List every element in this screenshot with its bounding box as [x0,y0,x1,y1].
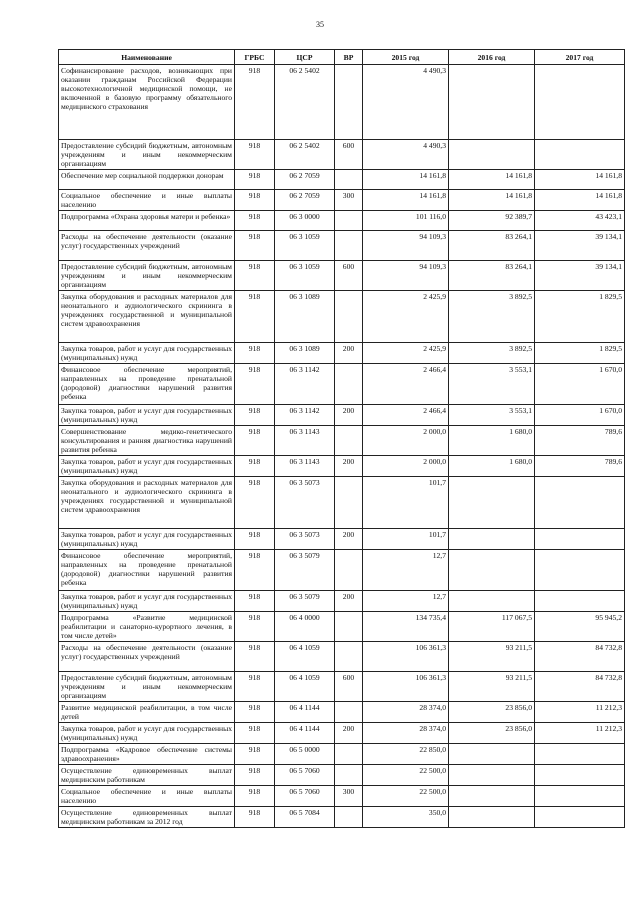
row-vr [335,231,363,261]
row-value-2016: 3 553,1 [449,405,535,426]
table-row [59,140,625,170]
row-csr: 06 5 7060 [275,765,335,786]
row-value-2017 [535,786,625,807]
row-name: Закупка товаров, работ и услуг для государственных (муниципальных) нужд [59,723,235,744]
row-vr: 300 [335,786,363,807]
row-vr: 200 [335,723,363,744]
table-row [59,807,625,828]
col-header-name: Наименование [59,50,235,65]
row-grbs: 918 [235,786,275,807]
row-grbs: 918 [235,456,275,477]
row-vr [335,211,363,231]
table-row [59,364,625,405]
row-vr: 600 [335,261,363,291]
table-row [59,591,625,612]
row-vr: 200 [335,343,363,364]
row-csr: 06 3 1059 [275,231,335,261]
row-value-2016: 14 161,8 [449,190,535,211]
table-row [59,744,625,765]
row-value-2015: 14 161,8 [363,170,449,190]
row-grbs: 918 [235,702,275,723]
row-grbs: 918 [235,672,275,702]
row-value-2015: 22 500,0 [363,765,449,786]
table-row [59,612,625,642]
row-vr [335,744,363,765]
row-name: Предоставление субсидий бюджетным, автономным учреждениям и иным некоммерческим организациям [59,261,235,291]
row-value-2015: 22 850,0 [363,744,449,765]
row-name: Закупка оборудования и расходных материалов для неонатального и аудиологического скрининга в учреждениях государственной и муниципальной систем здравоохранения [59,477,235,529]
row-vr: 200 [335,591,363,612]
header-row [59,50,625,65]
row-csr: 06 3 1142 [275,364,335,405]
row-value-2017: 14 161,8 [535,190,625,211]
row-csr: 06 2 5402 [275,65,335,140]
row-grbs: 918 [235,364,275,405]
row-vr [335,642,363,672]
col-header-csr: ЦСР [275,50,335,65]
row-grbs: 918 [235,612,275,642]
row-csr: 06 4 0000 [275,612,335,642]
row-name: Закупка товаров, работ и услуг для государственных (муниципальных) нужд [59,456,235,477]
row-name: Финансовое обеспечение мероприятий, направленных на проведение пренатальной (дородовой) диагностики нарушений развития ребенка [59,364,235,405]
row-grbs: 918 [235,807,275,828]
row-value-2016: 1 680,0 [449,426,535,456]
row-value-2017: 1 670,0 [535,405,625,426]
row-csr: 06 3 1089 [275,343,335,364]
row-vr [335,170,363,190]
row-csr: 06 3 5073 [275,529,335,550]
row-name: Софинансирование расходов, возникающих при оказании гражданам Российской Федерации высокотехнологичной медицинской помощи, не включенной в базовую программу обязательного медицинского страхования [59,65,235,140]
row-value-2017 [535,807,625,828]
row-vr [335,765,363,786]
row-vr [335,807,363,828]
row-grbs: 918 [235,550,275,591]
table-row [59,405,625,426]
row-value-2017 [535,744,625,765]
col-header-grbs: ГРБС [235,50,275,65]
row-name: Закупка товаров, работ и услуг для государственных (муниципальных) нужд [59,405,235,426]
row-grbs: 918 [235,744,275,765]
row-name: Закупка товаров, работ и услуг для государственных (муниципальных) нужд [59,591,235,612]
row-name: Подпрограмма «Охрана здоровья матери и ребенка» [59,211,235,231]
row-csr: 06 2 7059 [275,170,335,190]
row-value-2016: 117 067,5 [449,612,535,642]
row-value-2016: 23 856,0 [449,702,535,723]
table-row [59,190,625,211]
row-name: Подпрограмма «Развитие медицинской реабилитации и санаторно-курортного лечения, в том числе детей» [59,612,235,642]
row-value-2016 [449,477,535,529]
row-value-2017 [535,550,625,591]
row-value-2015: 101 116,0 [363,211,449,231]
row-vr [335,65,363,140]
row-value-2017: 84 732,8 [535,672,625,702]
row-grbs: 918 [235,65,275,140]
row-vr [335,702,363,723]
row-csr: 06 3 5073 [275,477,335,529]
row-value-2015: 101,7 [363,529,449,550]
row-value-2015: 4 490,3 [363,65,449,140]
row-csr: 06 3 5079 [275,591,335,612]
row-vr: 600 [335,672,363,702]
row-name: Подпрограмма «Кадровое обеспечение системы здравоохранения» [59,744,235,765]
row-grbs: 918 [235,291,275,343]
row-value-2015: 134 735,4 [363,612,449,642]
row-name: Социальное обеспечение и иные выплаты населению [59,190,235,211]
table-body [59,65,625,828]
row-value-2016 [449,529,535,550]
row-vr [335,477,363,529]
row-csr: 06 3 5079 [275,550,335,591]
table-row [59,642,625,672]
table-row [59,426,625,456]
row-csr: 06 5 0000 [275,744,335,765]
row-grbs: 918 [235,591,275,612]
row-value-2015: 28 374,0 [363,723,449,744]
row-grbs: 918 [235,343,275,364]
row-value-2017: 84 732,8 [535,642,625,672]
row-value-2016: 3 892,5 [449,291,535,343]
table-row [59,672,625,702]
row-vr: 600 [335,140,363,170]
row-vr [335,612,363,642]
row-value-2017: 1 829,5 [535,343,625,364]
row-value-2016 [449,550,535,591]
row-grbs: 918 [235,190,275,211]
row-grbs: 918 [235,211,275,231]
row-value-2015: 94 109,3 [363,261,449,291]
table-row [59,723,625,744]
row-value-2016: 3 553,1 [449,364,535,405]
row-grbs: 918 [235,405,275,426]
row-value-2017: 789,6 [535,456,625,477]
row-name: Закупка товаров, работ и услуг для государственных (муниципальных) нужд [59,343,235,364]
row-vr [335,291,363,343]
row-csr: 06 3 1142 [275,405,335,426]
row-value-2017 [535,591,625,612]
row-value-2016 [449,140,535,170]
row-csr: 06 3 1059 [275,261,335,291]
row-vr [335,550,363,591]
row-value-2017: 789,6 [535,426,625,456]
row-name: Развитие медицинской реабилитации, в том числе детей [59,702,235,723]
table-row [59,477,625,529]
row-name: Предоставление субсидий бюджетным, автономным учреждениям и иным некоммерческим организациям [59,672,235,702]
row-value-2015: 106 361,3 [363,642,449,672]
row-name: Финансовое обеспечение мероприятий, направленных на проведение пренатальной (дородовой) диагностики нарушений развития ребенка [59,550,235,591]
page-number: 35 [316,20,324,29]
row-csr: 06 2 7059 [275,190,335,211]
row-vr: 200 [335,529,363,550]
row-value-2016: 93 211,5 [449,672,535,702]
table-row [59,231,625,261]
row-csr: 06 4 1059 [275,672,335,702]
row-csr: 06 2 5402 [275,140,335,170]
row-grbs: 918 [235,723,275,744]
table-row [59,456,625,477]
row-csr: 06 4 1059 [275,642,335,672]
row-value-2016: 1 680,0 [449,456,535,477]
row-value-2015: 2 466,4 [363,364,449,405]
row-value-2017: 43 423,1 [535,211,625,231]
row-csr: 06 5 7060 [275,786,335,807]
row-value-2015: 28 374,0 [363,702,449,723]
row-csr: 06 4 1144 [275,702,335,723]
row-grbs: 918 [235,426,275,456]
row-grbs: 918 [235,529,275,550]
row-value-2016 [449,65,535,140]
row-value-2015: 350,0 [363,807,449,828]
row-grbs: 918 [235,231,275,261]
col-header-2017: 2017 год [535,50,625,65]
col-header-vr: ВР [335,50,363,65]
row-value-2015: 101,7 [363,477,449,529]
row-value-2017: 39 134,1 [535,261,625,291]
row-value-2015: 2 425,9 [363,343,449,364]
row-value-2016 [449,591,535,612]
row-vr [335,364,363,405]
row-value-2016 [449,744,535,765]
row-name: Закупка оборудования и расходных материалов для неонатального и аудиологического скрининга в учреждениях государственной и муниципальной систем здравоохранения [59,291,235,343]
row-value-2016: 83 264,1 [449,261,535,291]
table-row [59,550,625,591]
table-row [59,211,625,231]
row-name: Обеспечение мер социальной поддержки донорам [59,170,235,190]
row-value-2017: 14 161,8 [535,170,625,190]
row-value-2016: 3 892,5 [449,343,535,364]
row-value-2015: 4 490,3 [363,140,449,170]
row-value-2017 [535,477,625,529]
row-vr: 200 [335,456,363,477]
row-grbs: 918 [235,140,275,170]
row-value-2015: 2 425,9 [363,291,449,343]
row-value-2017: 95 945,2 [535,612,625,642]
row-name: Закупка товаров, работ и услуг для государственных (муниципальных) нужд [59,529,235,550]
row-value-2017 [535,140,625,170]
row-vr: 200 [335,405,363,426]
table-row [59,261,625,291]
row-value-2016: 23 856,0 [449,723,535,744]
row-grbs: 918 [235,170,275,190]
table-row [59,529,625,550]
row-name: Осуществление единовременных выплат медицинским работникам за 2012 год [59,807,235,828]
row-name: Предоставление субсидий бюджетным, автономным учреждениям и иным некоммерческим организациям [59,140,235,170]
row-name: Расходы на обеспечение деятельности (оказание услуг) государственных учреждений [59,642,235,672]
row-value-2015: 22 500,0 [363,786,449,807]
row-value-2016 [449,765,535,786]
row-value-2015: 12,7 [363,550,449,591]
row-value-2017: 1 670,0 [535,364,625,405]
row-value-2017 [535,529,625,550]
col-header-2015: 2015 год [363,50,449,65]
row-value-2015: 2 466,4 [363,405,449,426]
row-value-2016: 14 161,8 [449,170,535,190]
table-row [59,65,625,140]
row-grbs: 918 [235,642,275,672]
row-value-2017: 39 134,1 [535,231,625,261]
row-value-2017: 1 829,5 [535,291,625,343]
col-header-2016: 2016 год [449,50,535,65]
row-value-2017 [535,765,625,786]
table-row [59,765,625,786]
row-csr: 06 3 1143 [275,426,335,456]
table-row [59,343,625,364]
row-value-2015: 2 000,0 [363,426,449,456]
table-header [59,50,625,65]
row-value-2017: 11 212,3 [535,702,625,723]
budget-table [58,49,625,828]
row-value-2015: 12,7 [363,591,449,612]
table-row [59,786,625,807]
row-grbs: 918 [235,477,275,529]
row-csr: 06 3 1143 [275,456,335,477]
row-value-2017 [535,65,625,140]
row-csr: 06 3 0000 [275,211,335,231]
row-value-2015: 94 109,3 [363,231,449,261]
row-value-2015: 106 361,3 [363,672,449,702]
row-value-2016 [449,786,535,807]
row-value-2017: 11 212,3 [535,723,625,744]
row-name: Осуществление единовременных выплат медицинским работникам [59,765,235,786]
row-name: Расходы на обеспечение деятельности (оказание услуг) государственных учреждений [59,231,235,261]
row-vr: 300 [335,190,363,211]
row-grbs: 918 [235,261,275,291]
row-value-2016: 92 389,7 [449,211,535,231]
row-csr: 06 4 1144 [275,723,335,744]
table-row [59,170,625,190]
row-csr: 06 5 7084 [275,807,335,828]
row-grbs: 918 [235,765,275,786]
table-row [59,291,625,343]
row-name: Совершенствование медико-генетического консультирования и ранняя диагностика нарушений развития ребенка [59,426,235,456]
row-value-2016: 83 264,1 [449,231,535,261]
row-vr [335,426,363,456]
row-value-2015: 14 161,8 [363,190,449,211]
row-value-2016 [449,807,535,828]
table-row [59,702,625,723]
row-name: Социальное обеспечение и иные выплаты населению [59,786,235,807]
row-value-2015: 2 000,0 [363,456,449,477]
row-value-2016: 93 211,5 [449,642,535,672]
row-csr: 06 3 1089 [275,291,335,343]
